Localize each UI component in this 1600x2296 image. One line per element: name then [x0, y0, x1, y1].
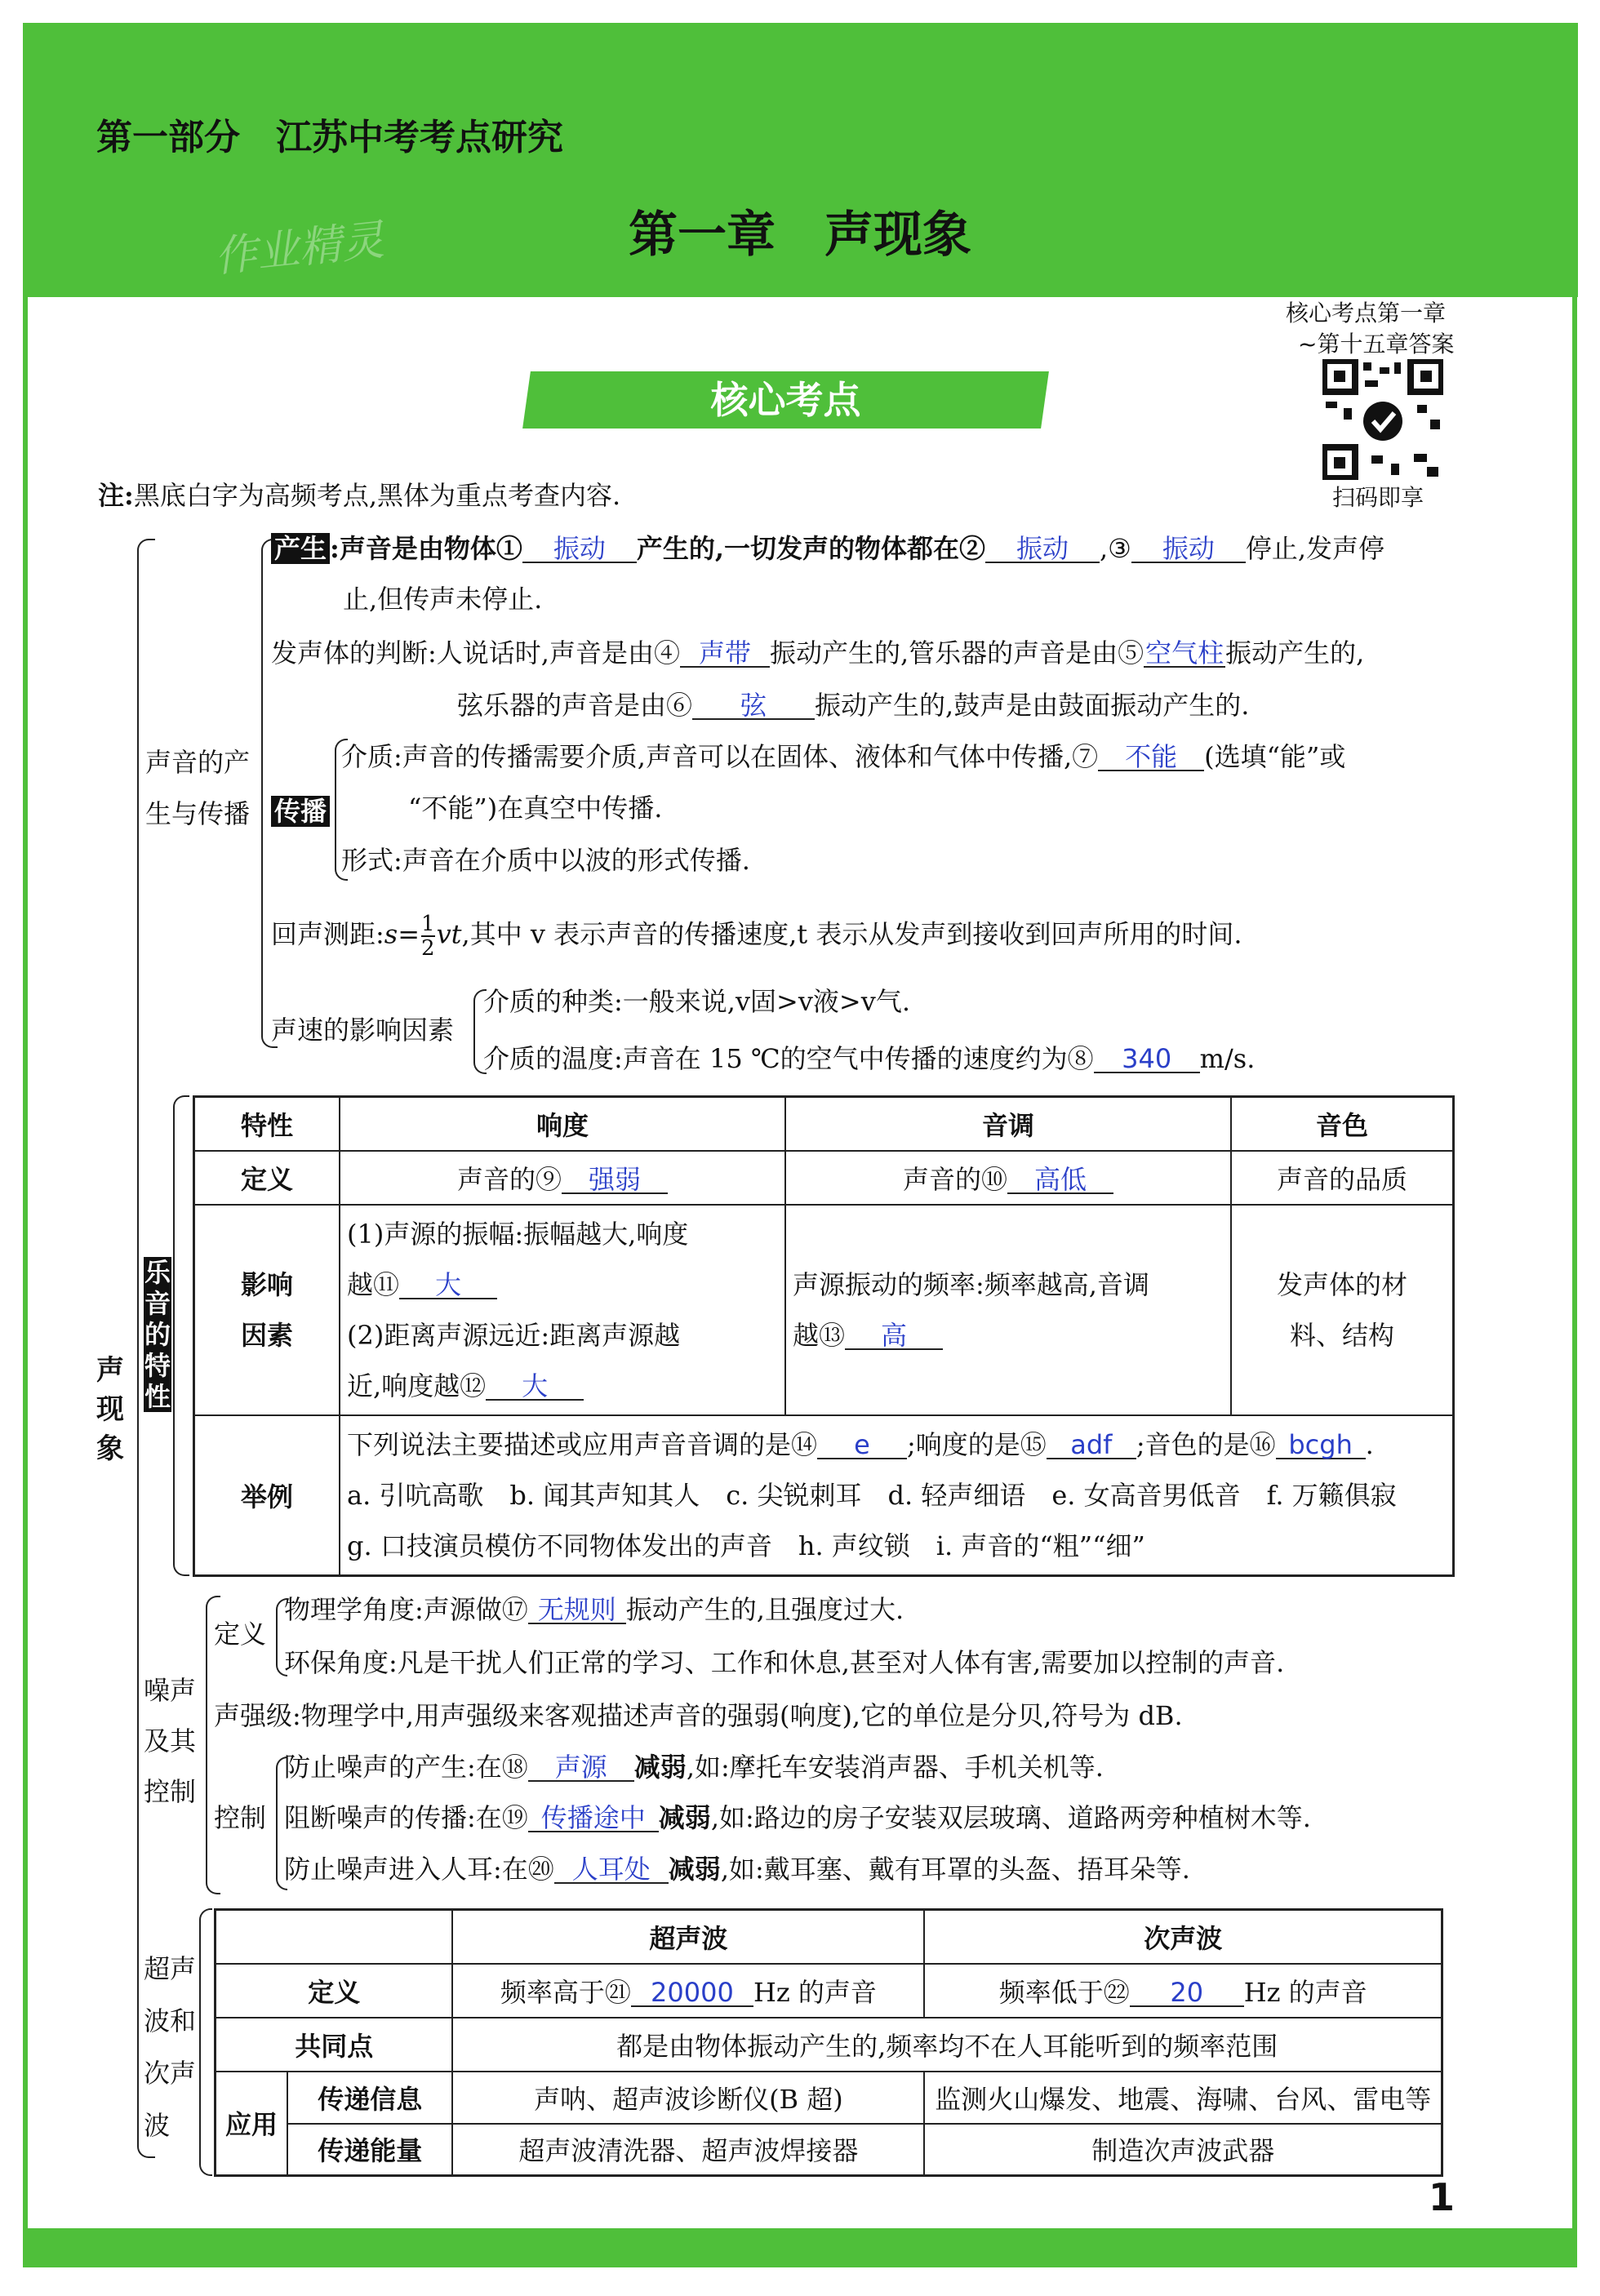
wt-infra-def — [924, 1964, 1442, 2018]
form-line: 形式:声音在介质中以波的形式传播. — [341, 845, 750, 876]
blank-22 — [1130, 1976, 1244, 2008]
blank-10 — [1007, 1163, 1113, 1195]
wt-common-label: 共同点 — [216, 2018, 453, 2072]
ultra-def-text-2: Hz 的声音 — [753, 1976, 877, 2008]
echo-s: s= — [384, 918, 420, 950]
noise-control-3 — [284, 1851, 1190, 1887]
blank-21 — [631, 1976, 753, 2008]
loud-def-text: 声音的⑨ — [456, 1163, 562, 1195]
echo-text-2: ,其中 v 表示声音的传播速度,t 表示从发声到接收到回声所用的时间. — [461, 918, 1242, 950]
echo-vt: vt — [436, 918, 462, 950]
answer-10: 高低 — [1033, 1163, 1087, 1195]
wt-ultra-energy: 超声波清洗器、超声波焊接器 — [452, 2124, 924, 2176]
blank-5 — [1144, 637, 1225, 668]
medium-text-1: 介质:声音的传播需要介质,声音可以在固体、液体和气体中传播,⑦ — [341, 741, 1099, 772]
speed-temp — [483, 1041, 1255, 1077]
control-1-text-2: ,如:摩托车安装消声器、手机关机等. — [686, 1752, 1104, 1783]
noise-label-2: 及其 — [144, 1725, 197, 1756]
blank-12 — [486, 1370, 584, 1401]
example-line-2: a. 引吭高歌 b. 闻其声知其人 c. 尖锐刺耳 d. 轻声细语 e. 女高音男低音 f. 万籁俱寂 — [347, 1479, 1397, 1511]
loud-factor-1: (1)声源的振幅:振幅越大,响度 — [347, 1218, 689, 1250]
judge-line-2 — [457, 687, 1249, 723]
s1-label-1: 声音的产 — [145, 747, 251, 778]
blank-17 — [528, 1594, 626, 1625]
answer-7: 不能 — [1125, 741, 1178, 772]
example-line-3: g. 口技演员模仿不同物体发出的声音 h. 声纹锁 i. 声音的“粗”“细” — [347, 1530, 1145, 1561]
mt-header-3: 音调 — [785, 1097, 1231, 1151]
noise-def-text-2: 振动产生的,且强度过大. — [625, 1594, 904, 1625]
ultra-def-text-1: 频率高于㉑ — [500, 1976, 631, 2008]
answer-22: 20 — [1170, 1976, 1204, 2008]
judge-line-1 — [271, 635, 1364, 671]
example-q2: ;响度的是⑮ — [907, 1428, 1047, 1460]
part-title: 第一部分 江苏中考考点研究 — [96, 117, 563, 158]
blank-6 — [692, 692, 815, 720]
noise-def-text-1: 物理学角度:声源做⑰ — [284, 1594, 528, 1625]
blank-9 — [562, 1163, 668, 1195]
chuan-tag — [271, 793, 330, 829]
wave-label-3: 次声 — [144, 2058, 197, 2089]
echo-text-1: 回声测距: — [271, 918, 384, 950]
wt-header-infra: 次声波 — [924, 1910, 1442, 1964]
mt-def-label: 定义 — [194, 1151, 340, 1205]
qr-scan-text: 扫码即享 — [1332, 484, 1424, 511]
speed-label: 声速的影响因素 — [271, 1015, 455, 1046]
answer-4: 声带 — [698, 637, 751, 668]
pitch-factor-2: 越⑬ — [793, 1319, 846, 1351]
answer-20: 人耳处 — [571, 1854, 651, 1885]
answer-19: 传播途中 — [540, 1802, 646, 1833]
blank-20 — [554, 1856, 669, 1884]
answer-14: e — [854, 1428, 870, 1460]
mt-example-label: 举例 — [194, 1415, 340, 1576]
blank-19 — [528, 1802, 659, 1833]
judge-text-3: 振动产生的, — [1225, 637, 1365, 668]
noise-def-1 — [284, 1592, 904, 1628]
blank-18 — [528, 1754, 634, 1782]
mt-factor-label — [194, 1205, 340, 1415]
echo-fraction — [421, 913, 435, 960]
blank-7 — [1098, 741, 1204, 772]
wt-def-label: 定义 — [216, 1964, 453, 2018]
infra-def-text-1: 频率低于㉒ — [998, 1976, 1130, 2008]
noise-level: 声强级:物理学中,用声强级来客观描述声音的强弱(响度),它的单位是分贝,符号为 dB. — [214, 1700, 1183, 1731]
wave-brace — [199, 1908, 212, 2176]
timbre-factor-2: 料、结构 — [1289, 1319, 1394, 1351]
answer-15: adf — [1070, 1428, 1113, 1460]
blank-4 — [680, 637, 770, 668]
example-q1: 下列说法主要描述或应用声音音调的是⑭ — [347, 1428, 818, 1460]
production-text-2: 产生的,一切发声的物体都在② — [636, 533, 985, 564]
mt-header-4: 音色 — [1231, 1097, 1454, 1151]
noise-label-1: 噪声 — [144, 1675, 197, 1706]
answer-12: 大 — [522, 1370, 549, 1401]
banner-title: 核心考点 — [710, 378, 861, 422]
timbre-factor-1: 发声体的材 — [1276, 1268, 1407, 1300]
note — [98, 477, 620, 513]
control-3-text-2: ,如:戴耳塞、戴有耳罩的头盔、捂耳朵等. — [720, 1854, 1190, 1885]
blank-14 — [817, 1428, 907, 1460]
control-2-bold: 减弱 — [658, 1802, 711, 1833]
speed-temp-text-1: 介质的温度:声音在 15 ℃的空气中传播的速度约为⑧ — [483, 1043, 1094, 1074]
answer-17: 无规则 — [537, 1594, 616, 1625]
loud-factor-2: 越⑪ — [347, 1268, 400, 1300]
noise-control-1 — [284, 1749, 1104, 1785]
answer-11: 大 — [435, 1268, 462, 1300]
judge-text-5: 振动产生的,鼓声是由鼓面振动产生的. — [815, 690, 1250, 721]
left-border — [23, 297, 28, 2256]
music-brace — [173, 1095, 189, 1576]
qr-caption-1: 核心考点第一章 — [1286, 300, 1447, 326]
control-2-text-2: ,如:路边的房子安装双层玻璃、道路两旁种植树木等. — [710, 1802, 1311, 1833]
production-line-2: 止,但传声未停止. — [343, 584, 543, 615]
wt-common: 都是由物体振动产生的,频率均不在人耳能听到的频率范围 — [452, 2018, 1442, 2072]
mt-loud-factor — [340, 1205, 785, 1415]
production-line-1: 产生 :声音是由物体① 振动 产生的,一切发声的物体都在② 振动 ,③ 振动 停止,发声停 — [271, 531, 1384, 566]
speed-kind: 介质的种类:一般来说,v固>v液>v气. — [483, 986, 910, 1017]
wave-label — [144, 1943, 196, 2152]
wt-empty-header — [216, 1910, 453, 1964]
qr-code[interactable] — [1322, 359, 1443, 480]
noise-def-label: 定义 — [214, 1619, 267, 1650]
wt-header-ultra: 超声波 — [452, 1910, 924, 1964]
answer-1: 振动 — [553, 533, 606, 564]
loud-factor-4: 近,响度越⑫ — [347, 1370, 487, 1401]
watermark: 作业精灵 — [212, 215, 387, 282]
blank-15 — [1047, 1428, 1136, 1460]
control-3-text-1: 防止噪声进入人耳:在⑳ — [284, 1854, 554, 1885]
s1-label-2: 生与传播 — [145, 798, 251, 829]
control-2-text-1: 阻断噪声的传播:在⑲ — [284, 1802, 528, 1833]
loud-factor-3: (2)距离声源远近:距离声源越 — [347, 1319, 681, 1351]
production-text-4: 停止,发声停 — [1245, 533, 1385, 564]
mt-pitch-factor — [785, 1205, 1231, 1415]
wave-label-4: 波 — [144, 2110, 171, 2141]
mt-header-1: 特性 — [194, 1097, 340, 1151]
answer-3: 振动 — [1162, 533, 1215, 564]
noise-control-label: 控制 — [214, 1802, 267, 1833]
medium-line-1 — [341, 739, 1345, 775]
mt-header-2: 响度 — [340, 1097, 785, 1151]
chapter-title: 第一章 声现象 — [629, 207, 971, 264]
answer-5: 空气柱 — [1145, 637, 1224, 668]
production-text-1: 声音是由物体① — [339, 533, 522, 564]
wt-infra-energy: 制造次声波武器 — [924, 2124, 1442, 2176]
judge-text-1: 发声体的判断:人说话时,声音是由④ — [271, 637, 680, 668]
wt-app-label: 应用 — [216, 2072, 288, 2176]
noise-control-2 — [284, 1800, 1311, 1836]
mt-timbre-def: 声音的品质 — [1231, 1151, 1454, 1205]
infra-def-text-2: Hz 的声音 — [1243, 1976, 1367, 2008]
control-3-bold: 减弱 — [668, 1854, 721, 1885]
control-1-bold: 减弱 — [633, 1752, 687, 1783]
answer-8: 340 — [1122, 1043, 1172, 1074]
fraction-den: 2 — [421, 936, 435, 961]
qr-caption-2: ~第十五章答案 — [1298, 331, 1455, 358]
judge-text-2: 振动产生的,管乐器的声音是由⑤ — [769, 637, 1144, 668]
mt-timbre-factor — [1231, 1205, 1454, 1415]
wt-ultra-def — [452, 1964, 924, 2018]
example-q4: . — [1365, 1428, 1374, 1460]
mt-loud-def — [340, 1151, 785, 1205]
blank-11 — [399, 1268, 497, 1300]
wt-info-label: 传递信息 — [287, 2072, 452, 2124]
right-border — [1572, 297, 1577, 2256]
blank-2 — [985, 535, 1100, 563]
noise-label-3: 控制 — [144, 1776, 197, 1807]
wave-label-2: 波和 — [144, 2005, 197, 2036]
note-label: 注: — [98, 480, 134, 511]
footer-band — [23, 2228, 1577, 2267]
example-q3: ;音色的是⑯ — [1136, 1428, 1276, 1460]
noise-label — [144, 1665, 196, 1817]
chan-tag: 产生 — [271, 533, 330, 564]
answer-9: 强弱 — [588, 1163, 641, 1195]
wave-label-1: 超声 — [144, 1953, 197, 1984]
factor-label-1: 影响 — [240, 1268, 293, 1300]
answer-16: bcgh — [1288, 1428, 1353, 1460]
wt-infra-info: 监测火山爆发、地震、海啸、台风、雷电等 — [924, 2072, 1442, 2124]
blank-13 — [845, 1319, 943, 1351]
factor-label-2: 因素 — [240, 1319, 293, 1351]
pitch-factor-1: 声源振动的频率:频率越高,音调 — [793, 1268, 1149, 1300]
main-label: 声现象 — [96, 1354, 124, 1465]
answer-6: 弦 — [740, 690, 767, 721]
mt-pitch-def — [785, 1151, 1231, 1205]
answer-13: 高 — [881, 1319, 908, 1351]
yueyin-tag: 乐音的特性 — [144, 1257, 171, 1412]
production-text-3: ,③ — [1100, 533, 1131, 564]
music-table — [193, 1095, 1455, 1577]
blank-8 — [1094, 1043, 1200, 1074]
answer-2: 振动 — [1016, 533, 1069, 564]
note-text: 黑底白字为高频考点,黑体为重点考查内容. — [133, 480, 621, 511]
speed-temp-text-2: m/s. — [1199, 1043, 1256, 1074]
wt-ultra-info: 声呐、超声波诊断仪(B 超) — [452, 2072, 924, 2124]
answer-21: 20000 — [651, 1976, 734, 2008]
fraction-num: 1 — [421, 912, 435, 936]
judge-text-4: 弦乐器的声音是由⑥ — [457, 690, 693, 721]
echo-line — [271, 913, 1242, 960]
chuan-tag-text: 传播 — [271, 796, 330, 827]
medium-line-2: “不能”)在真空中传播. — [408, 793, 663, 824]
control-1-text-1: 防止噪声的产生:在⑱ — [284, 1752, 528, 1783]
mt-examples — [340, 1415, 1454, 1576]
wave-table — [214, 1908, 1443, 2177]
noise-def-2: 环保角度:凡是干扰人们正常的学习、工作和休息,甚至对人体有害,需要加以控制的声音. — [284, 1647, 1285, 1678]
blank-3 — [1131, 535, 1246, 563]
medium-text-2: (选填“能”或 — [1204, 741, 1346, 772]
blank-1 — [522, 535, 637, 563]
wt-energy-label: 传递能量 — [287, 2124, 452, 2176]
blank-16 — [1276, 1428, 1366, 1460]
pitch-def-text: 声音的⑩ — [902, 1163, 1007, 1195]
page-number: 1 — [1429, 2175, 1456, 2219]
answer-18: 声源 — [554, 1752, 607, 1783]
